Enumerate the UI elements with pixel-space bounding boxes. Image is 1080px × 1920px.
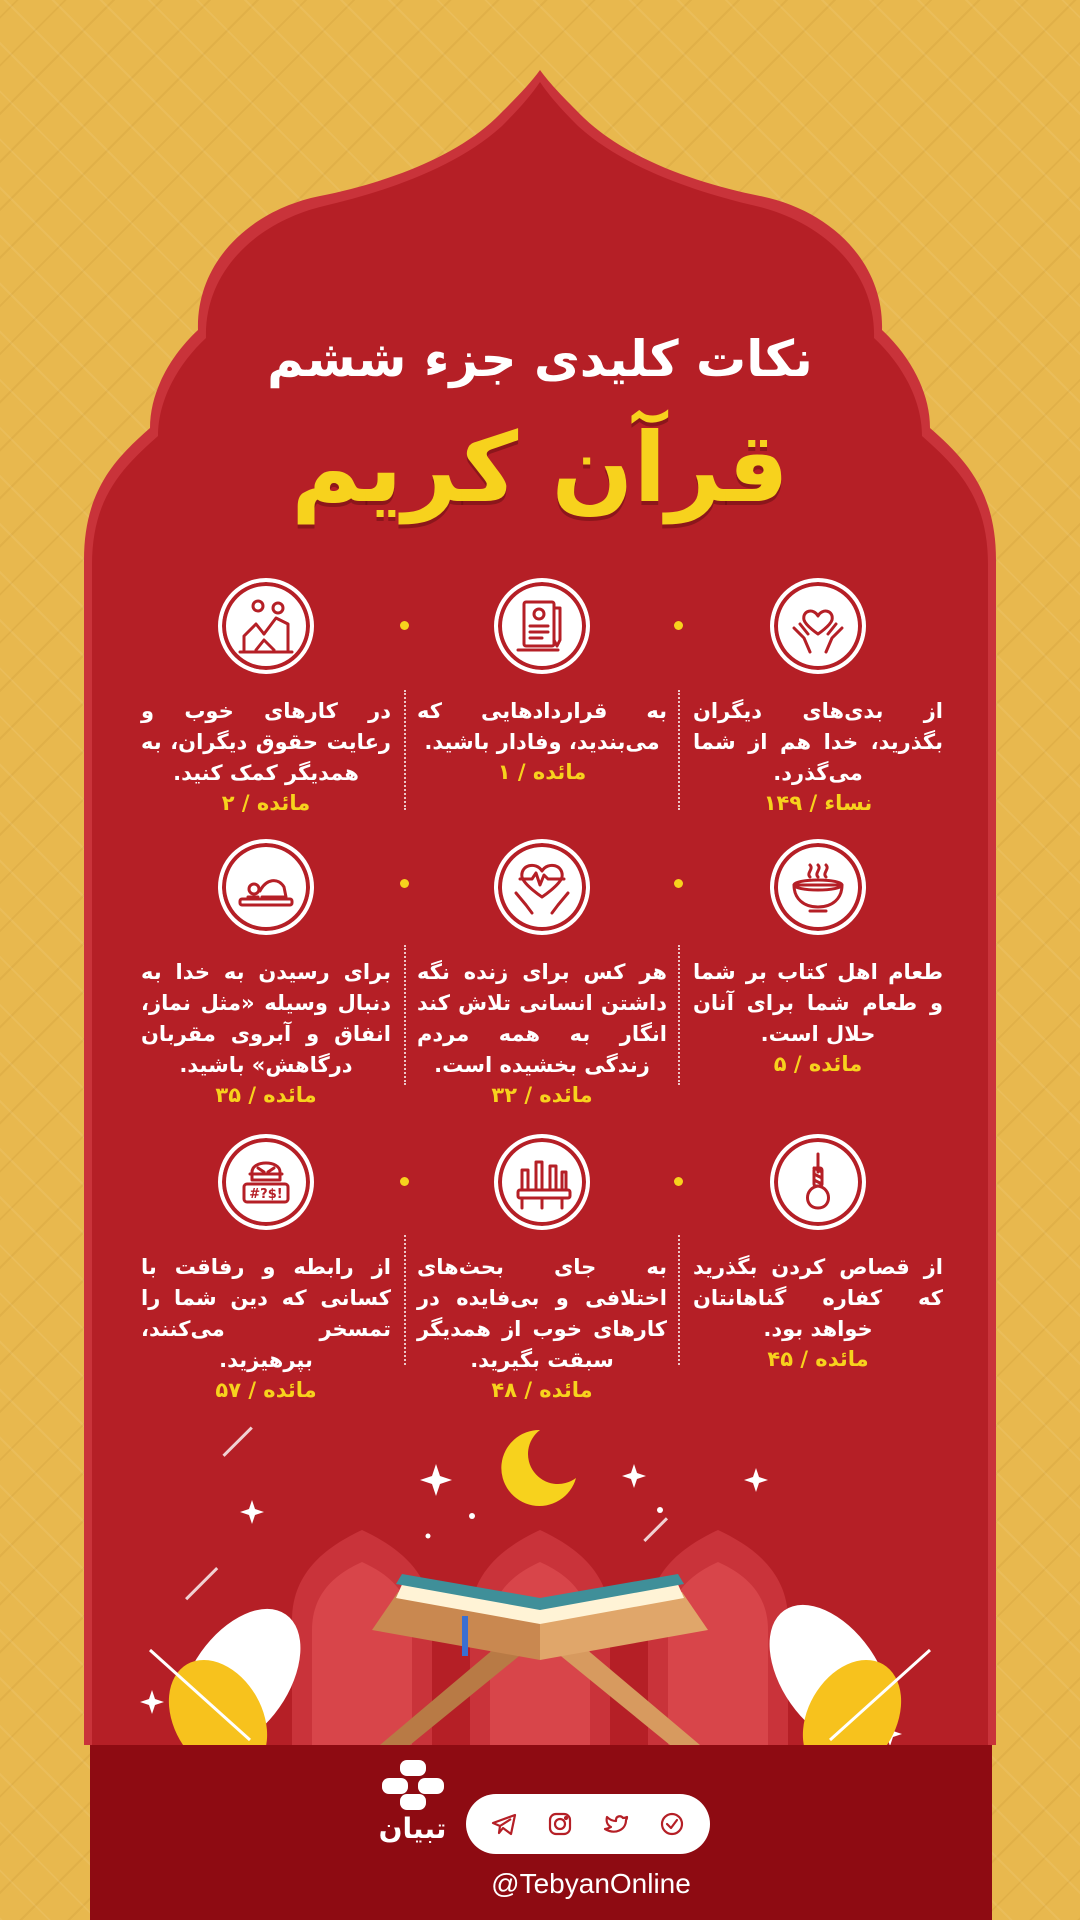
column-divider <box>404 945 406 1085</box>
tip-text: برای رسیدن به خدا به دنبال وسیله «مثل نماز، انفاق و آبروی مقربان درگاهش» باشید. <box>141 960 391 1077</box>
divider-dot <box>400 621 409 630</box>
tip-reference: مائده / ۵ <box>773 1052 863 1076</box>
tip-card <box>141 839 391 1107</box>
tip-text: طعام اهل کتاب بر شما و طعام شما برای آنان حلال است. <box>693 960 943 1046</box>
tip-text: از قصاص کردن بگذرید که کفاره گناهانتان خواهد بود. <box>693 1255 943 1341</box>
social-handle[interactable]: @TebyanOnline <box>491 1868 691 1899</box>
divider-dot <box>674 621 683 630</box>
social-links <box>466 1794 710 1854</box>
divider-dot <box>400 1177 409 1186</box>
raised-hands-icon <box>494 1134 590 1230</box>
tip-text: هر کس برای زنده نگه داشتن انسانی تلاش کند انگار به همه مردم زندگی بخشیده است. <box>417 960 667 1077</box>
verified-icon[interactable] <box>652 1804 692 1844</box>
column-divider <box>678 1235 680 1365</box>
divider-dot <box>400 879 409 888</box>
hands-heart-icon <box>770 578 866 674</box>
tebyan-logo-text: تبیان <box>378 1812 447 1845</box>
column-divider <box>678 945 680 1085</box>
tip-text: به جای بحث‌های اختلافی و بی‌فایده در کارهای خوب از همدیگر سبقت بگیرید. <box>417 1255 667 1372</box>
prayer-prostration-icon <box>218 839 314 935</box>
column-divider <box>404 1235 406 1365</box>
title-line-1: نکات کلیدی جزء ششم <box>267 330 813 388</box>
food-bowl-icon <box>770 839 866 935</box>
tip-reference: مائده / ۱ <box>497 760 587 784</box>
helping-hand-icon <box>218 578 314 674</box>
tip-reference: مائده / ۴۸ <box>491 1378 593 1402</box>
title-line-2: قرآن کریم <box>291 412 789 524</box>
column-divider <box>678 690 680 810</box>
tip-text: از بدی‌های دیگران بگذرید، خدا هم از شما می‌گذرد. <box>693 699 943 785</box>
tip-card <box>141 578 391 815</box>
tip-reference: مائده / ۳۵ <box>215 1083 317 1107</box>
heartbeat-hands-icon <box>494 839 590 935</box>
tip-card <box>417 578 667 784</box>
tip-reference: نساء / ۱۴۹ <box>763 791 873 815</box>
tip-card <box>693 578 943 815</box>
svg-text:!$?#: !$?# <box>249 1187 283 1202</box>
mocking-person-icon <box>218 1134 314 1230</box>
divider-dot <box>674 879 683 888</box>
contract-icon <box>494 578 590 674</box>
tip-card <box>693 839 943 1076</box>
tip-reference: مائده / ۳۲ <box>491 1083 593 1107</box>
twitter-icon[interactable] <box>596 1804 636 1844</box>
tip-text: به قراردادهایی که می‌بندید، وفادار باشید. <box>417 699 667 754</box>
tip-card <box>417 839 667 1107</box>
tip-card <box>417 1134 667 1402</box>
tebyan-logo-icon <box>378 1758 448 1812</box>
column-divider <box>404 690 406 810</box>
tip-text: در کارهای خوب و رعایت حقوق دیگران، به همدیگر کمک کنید. <box>141 699 391 785</box>
noose-icon <box>770 1134 866 1230</box>
tip-reference: مائده / ۴۵ <box>767 1347 869 1371</box>
telegram-icon[interactable] <box>484 1804 524 1844</box>
tip-reference: مائده / ۵۷ <box>215 1378 317 1402</box>
tip-text: از رابطه و رفاقت با کسانی که دین شما را تمسخر می‌کنند، بپرهیزید. <box>141 1255 391 1372</box>
divider-dot <box>674 1177 683 1186</box>
instagram-icon[interactable] <box>540 1804 580 1844</box>
tip-reference: مائده / ۲ <box>221 791 311 815</box>
tip-card <box>141 1134 391 1402</box>
tip-card <box>693 1134 943 1371</box>
